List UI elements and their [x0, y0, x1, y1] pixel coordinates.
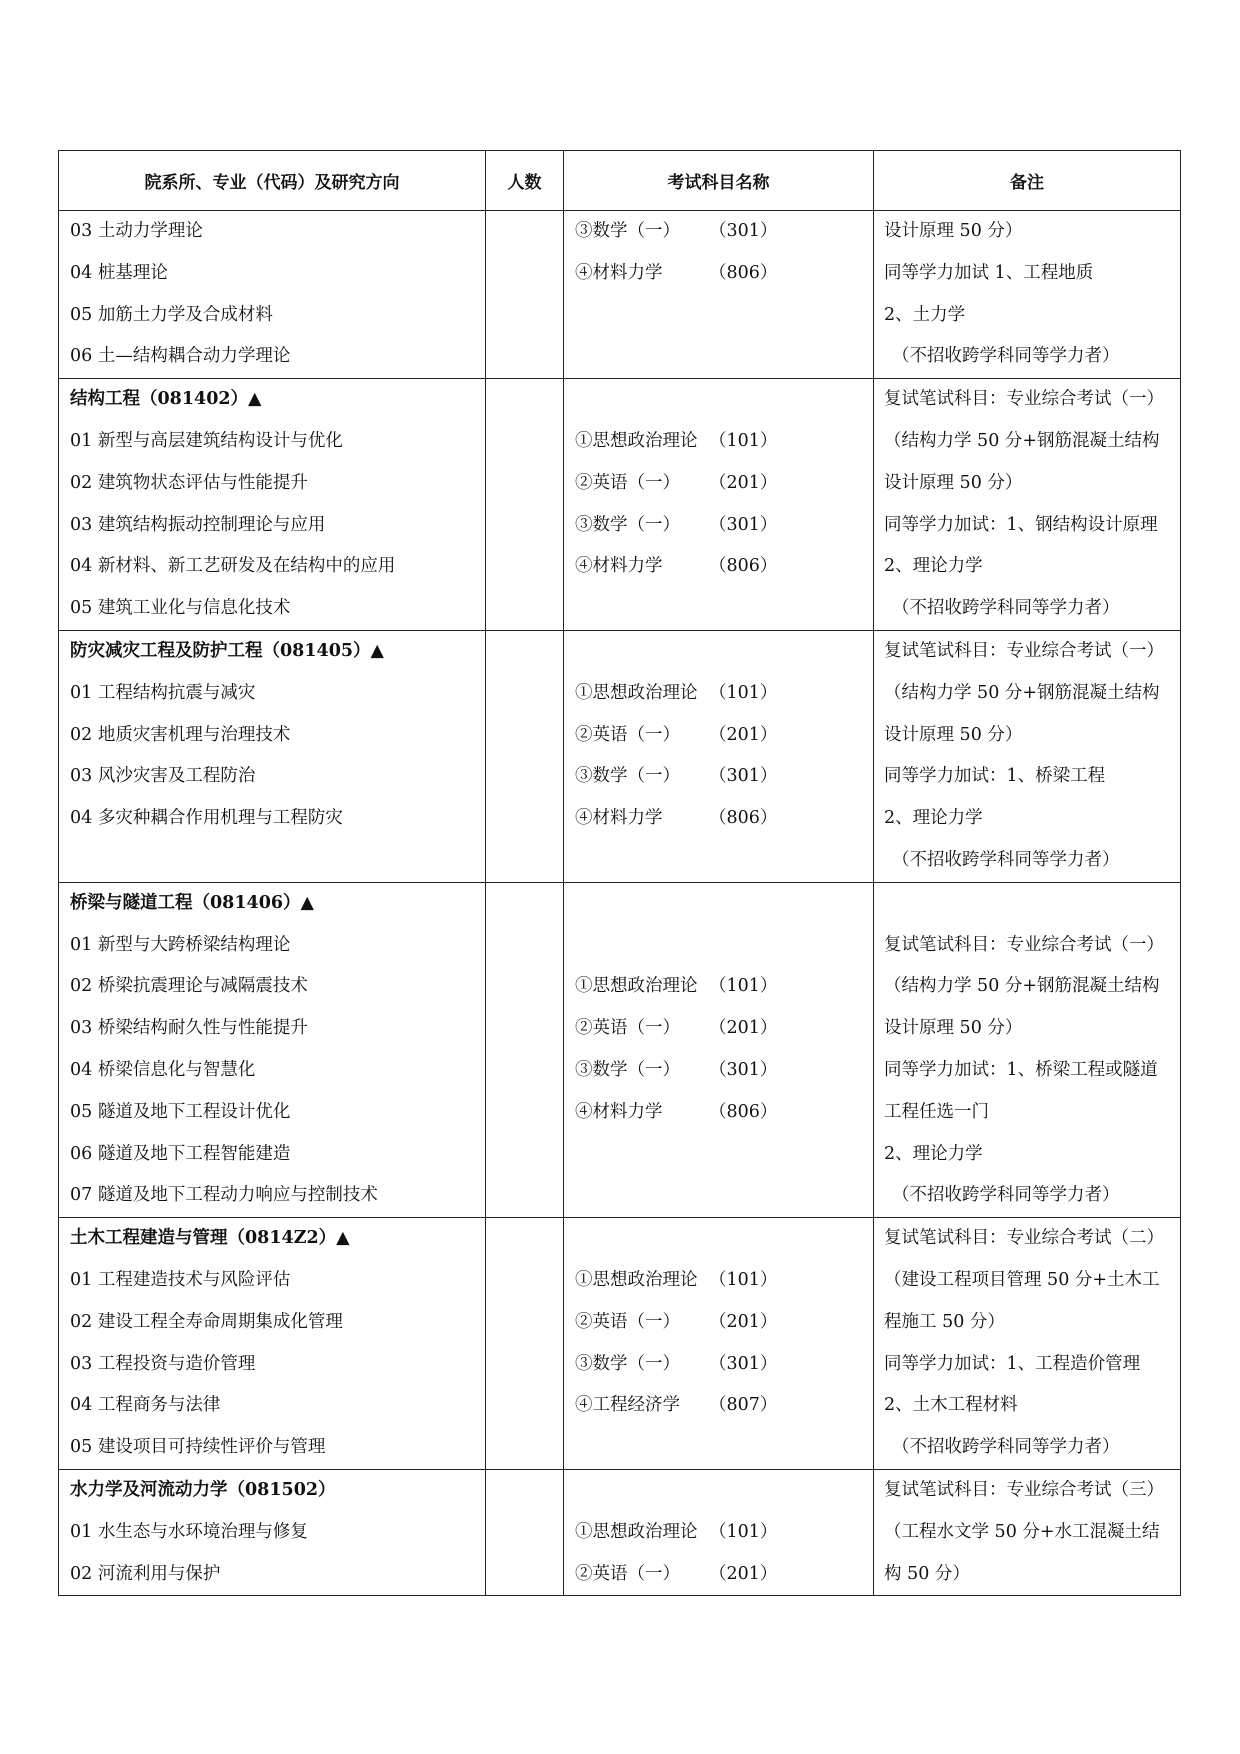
direction-cell — [59, 1469, 486, 1595]
research-direction: 03 土动力学理论 — [70, 221, 203, 241]
research-direction: 03 建筑结构振动控制理论与应用 — [70, 514, 326, 535]
blank-line — [564, 379, 873, 421]
exam-subject — [564, 211, 873, 253]
subject-code: （101） — [709, 682, 778, 703]
subject-name: ②英语（一） — [575, 472, 680, 493]
research-direction: 05 隧道及地下工程设计优化 — [70, 1101, 291, 1122]
research-direction — [59, 840, 485, 882]
research-direction: 02 建设工程全寿命周期集成化管理 — [70, 1311, 343, 1332]
subject-name: ②英语（一） — [575, 724, 680, 745]
subject-name: ①思想政治理论 — [575, 430, 698, 451]
research-direction: 07 隧道及地下工程动力响应与控制技术 — [70, 1185, 378, 1206]
subjects-cell — [564, 1218, 874, 1470]
note-line: 程施工 50 分） — [884, 1311, 1005, 1332]
note-line: 复试笔试科目：专业综合考试（三） — [884, 1479, 1164, 1500]
subject-code: （806） — [709, 556, 778, 577]
subject-code: （301） — [709, 1353, 778, 1374]
notes-cell — [874, 379, 1181, 631]
exam-subject — [564, 1344, 873, 1386]
subject-code: （201） — [709, 1311, 778, 1332]
major-title: 水力学及河流动力学（081502） — [70, 1479, 336, 1500]
subject-name: ④材料力学 — [575, 556, 663, 577]
count-cell — [486, 882, 564, 1217]
note-line: 复试笔试科目：专业综合考试（一） — [884, 640, 1164, 661]
header-notes: 备注 — [874, 151, 1181, 211]
research-direction: 02 桥梁抗震理论与减隔震技术 — [70, 976, 308, 997]
blank-line — [564, 1218, 873, 1260]
subject-name: ③数学（一） — [575, 221, 680, 241]
research-direction: 01 新型与大跨桥梁结构理论 — [70, 934, 291, 955]
note-line: 2、理论力学 — [884, 1143, 983, 1164]
exam-subject — [564, 756, 873, 798]
note-line: 设计原理 50 分） — [884, 221, 1023, 241]
note-line: （工程水文学 50 分+水工混凝土结 — [884, 1521, 1160, 1542]
note-line: 工程任选一门 — [884, 1101, 989, 1122]
research-direction: 01 工程建造技术与风险评估 — [70, 1269, 291, 1290]
subject-name: ②英语（一） — [575, 1563, 680, 1584]
subject-name: ②英语（一） — [575, 1311, 680, 1332]
subject-name: ④工程经济学 — [575, 1395, 680, 1416]
table-row — [59, 1218, 1181, 1470]
direction-cell — [59, 1218, 486, 1470]
subject-code: （806） — [709, 1101, 778, 1122]
count-cell — [486, 1218, 564, 1470]
research-direction: 06 隧道及地下工程智能建造 — [70, 1143, 291, 1164]
subjects-cell — [564, 1469, 874, 1595]
notes-cell — [874, 882, 1181, 1217]
exam-subject — [564, 1512, 873, 1554]
subject-code: （101） — [709, 430, 778, 451]
research-direction: 03 风沙灾害及工程防治 — [70, 766, 256, 787]
major-title: 结构工程（081402）▲ — [70, 389, 262, 410]
research-direction: 04 桥梁信息化与智慧化 — [70, 1059, 256, 1080]
note-line: 同等学力加试：1、桥梁工程 — [884, 766, 1106, 787]
note-line: （不招收跨学科同等学力者） — [892, 598, 1120, 619]
research-direction: 04 桩基理论 — [70, 262, 168, 283]
subjects-cell — [564, 211, 874, 379]
subject-name: ③数学（一） — [575, 1059, 680, 1080]
exam-subject — [564, 798, 873, 840]
blank-line — [564, 631, 873, 673]
table-row — [59, 1469, 1181, 1595]
table-row — [59, 630, 1181, 882]
note-line: 复试笔试科目：专业综合考试（一） — [884, 934, 1164, 955]
note-line: 同等学力加试：1、钢结构设计原理 — [884, 514, 1158, 535]
exam-subject — [564, 715, 873, 757]
exam-subject — [564, 1008, 873, 1050]
note-line: 复试笔试科目：专业综合考试（一） — [884, 389, 1164, 410]
subject-code: （806） — [709, 262, 778, 283]
notes-cell — [874, 630, 1181, 882]
research-direction: 01 新型与高层建筑结构设计与优化 — [70, 430, 343, 451]
subject-code: （301） — [709, 514, 778, 535]
header-subjects: 考试科目名称 — [564, 151, 874, 211]
note-line: 设计原理 50 分） — [884, 1018, 1023, 1039]
exam-subject — [564, 253, 873, 295]
subject-code: （301） — [709, 221, 778, 241]
subject-name: ①思想政治理论 — [575, 1269, 698, 1290]
research-direction: 04 工程商务与法律 — [70, 1395, 221, 1416]
research-direction: 03 工程投资与造价管理 — [70, 1353, 256, 1374]
blank-line — [564, 1470, 873, 1512]
subjects-cell — [564, 630, 874, 882]
major-title: 桥梁与隧道工程（081406）▲ — [70, 892, 315, 913]
table-row — [59, 379, 1181, 631]
notes-cell — [874, 211, 1181, 379]
blank-line — [564, 883, 873, 925]
notes-cell — [874, 1469, 1181, 1595]
subject-name: ①思想政治理论 — [575, 682, 698, 703]
note-line: （建设工程项目管理 50 分+土木工 — [884, 1269, 1160, 1290]
research-direction: 05 建设项目可持续性评价与管理 — [70, 1437, 326, 1458]
subject-code: （806） — [709, 808, 778, 829]
exam-subject — [564, 1385, 873, 1427]
subject-name: ③数学（一） — [575, 766, 680, 787]
research-direction: 01 水生态与水环境治理与修复 — [70, 1521, 308, 1542]
exam-subjects-table — [58, 150, 1181, 1596]
subject-code: （101） — [709, 1521, 778, 1542]
count-cell — [486, 630, 564, 882]
count-cell — [486, 379, 564, 631]
note-line: （不招收跨学科同等学力者） — [892, 346, 1120, 367]
subject-code: （201） — [709, 1563, 778, 1584]
research-direction: 04 新材料、新工艺研发及在结构中的应用 — [70, 556, 396, 577]
exam-subject — [564, 1260, 873, 1302]
subject-code: （101） — [709, 1269, 778, 1290]
research-direction: 04 多灾种耦合作用机理与工程防灾 — [70, 808, 343, 829]
note-line: 同等学力加试 1、工程地质 — [884, 262, 1094, 283]
table-header-row — [59, 151, 1181, 211]
note-line: （不招收跨学科同等学力者） — [892, 1437, 1120, 1458]
note-line: 复试笔试科目：专业综合考试（二） — [884, 1228, 1164, 1249]
subject-name: ①思想政治理论 — [575, 976, 698, 997]
subject-code: （301） — [709, 766, 778, 787]
exam-subject — [564, 463, 873, 505]
note-line: （结构力学 50 分+钢筋混凝土结构 — [884, 430, 1160, 451]
research-direction: 05 加筋土力学及合成材料 — [70, 304, 273, 325]
exam-subject — [564, 1050, 873, 1092]
subject-name: ②英语（一） — [575, 1018, 680, 1039]
direction-cell — [59, 379, 486, 631]
direction-cell — [59, 882, 486, 1217]
exam-subject — [564, 546, 873, 588]
subject-code: （201） — [709, 724, 778, 745]
header-direction: 院系所、专业（代码）及研究方向 — [59, 151, 486, 211]
research-direction: 03 桥梁结构耐久性与性能提升 — [70, 1018, 308, 1039]
exam-subject — [564, 505, 873, 547]
subject-name: ④材料力学 — [575, 808, 663, 829]
note-line: （结构力学 50 分+钢筋混凝土结构 — [884, 976, 1160, 997]
note-line: 同等学力加试：1、工程造价管理 — [884, 1353, 1141, 1374]
note-line: 构 50 分） — [884, 1563, 970, 1584]
table-body — [59, 211, 1181, 1596]
exam-subject — [564, 966, 873, 1008]
subject-name: ④材料力学 — [575, 262, 663, 283]
subject-code: （201） — [709, 1018, 778, 1039]
exam-subject — [564, 1554, 873, 1596]
direction-cell — [59, 630, 486, 882]
major-title: 防灾减灾工程及防护工程（081405）▲ — [70, 640, 385, 661]
research-direction: 02 河流利用与保护 — [70, 1563, 221, 1584]
note-line: （不招收跨学科同等学力者） — [892, 1185, 1120, 1206]
note-line: 同等学力加试：1、桥梁工程或隧道 — [884, 1059, 1158, 1080]
subject-code: （101） — [709, 976, 778, 997]
note-line: 设计原理 50 分） — [884, 724, 1023, 745]
note-line: 2、土力学 — [884, 304, 966, 325]
direction-cell — [59, 211, 486, 379]
major-title: 土木工程建造与管理（0814Z2）▲ — [70, 1228, 350, 1249]
table-row — [59, 882, 1181, 1217]
table-row — [59, 211, 1181, 379]
header-count: 人数 — [486, 151, 564, 211]
research-direction: 02 建筑物状态评估与性能提升 — [70, 472, 308, 493]
blank-line — [564, 925, 873, 967]
exam-subject — [564, 421, 873, 463]
exam-subject — [564, 1092, 873, 1134]
note-line: （结构力学 50 分+钢筋混凝土结构 — [884, 682, 1160, 703]
blank-line — [874, 883, 1180, 925]
subjects-cell — [564, 379, 874, 631]
subject-name: ①思想政治理论 — [575, 1521, 698, 1542]
count-cell — [486, 211, 564, 379]
note-line: 2、土木工程材料 — [884, 1395, 1018, 1416]
subject-name: ④材料力学 — [575, 1101, 663, 1122]
exam-subject — [564, 673, 873, 715]
note-line: 2、理论力学 — [884, 556, 983, 577]
notes-cell — [874, 1218, 1181, 1470]
subject-code: （201） — [709, 472, 778, 493]
subject-name: ③数学（一） — [575, 514, 680, 535]
research-direction: 05 建筑工业化与信息化技术 — [70, 598, 291, 619]
research-direction: 06 土—结构耦合动力学理论 — [70, 346, 291, 367]
count-cell — [486, 1469, 564, 1595]
note-line: （不招收跨学科同等学力者） — [892, 849, 1120, 870]
exam-subject — [564, 1302, 873, 1344]
research-direction: 01 工程结构抗震与减灾 — [70, 682, 256, 703]
subject-code: （807） — [709, 1395, 778, 1416]
note-line: 设计原理 50 分） — [884, 472, 1023, 493]
research-direction: 02 地质灾害机理与治理技术 — [70, 724, 291, 745]
subject-code: （301） — [709, 1059, 778, 1080]
subjects-cell — [564, 882, 874, 1217]
subject-name: ③数学（一） — [575, 1353, 680, 1374]
note-line: 2、理论力学 — [884, 808, 983, 829]
